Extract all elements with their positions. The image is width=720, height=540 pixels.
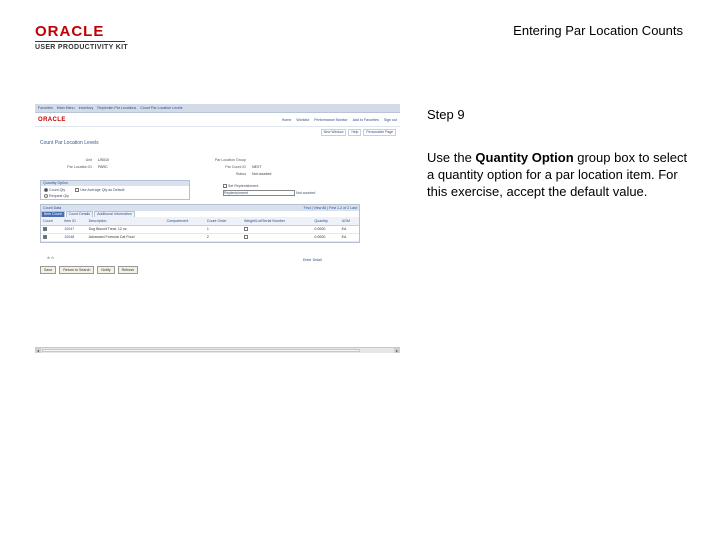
col-quantity: Quantity	[312, 217, 339, 225]
header-fields	[40, 156, 380, 177]
par-location-value: PARC	[98, 164, 108, 169]
col-description: Description	[87, 217, 165, 225]
par-group-label: Par Location Group	[214, 157, 246, 162]
request-qty-radio[interactable]	[44, 194, 48, 198]
par-count-value: NEXT	[252, 164, 262, 169]
request-qty-label: Request Qty	[49, 194, 69, 199]
refresh-button[interactable]: Refresh	[118, 266, 139, 274]
help-link[interactable]: Help	[348, 129, 361, 136]
step-instructions	[427, 149, 692, 200]
link-performance[interactable]: Performance Monitor	[314, 117, 348, 122]
replenish-status: Not counted	[296, 191, 316, 195]
status-label: Status	[235, 171, 246, 176]
page-buttons	[40, 266, 138, 274]
row2-item-id[interactable]: 10048	[62, 233, 86, 241]
add-row-icon[interactable]: ⊕	[47, 256, 51, 260]
set-replenishment-checkbox[interactable]	[223, 184, 227, 188]
par-count-label: Par Count ID	[225, 164, 246, 169]
replenishment-select[interactable]	[223, 190, 295, 196]
request-qty-option[interactable]	[44, 194, 69, 198]
count-qty-label: Count Qty	[49, 188, 66, 192]
row1-item-id[interactable]: 10047	[62, 225, 86, 233]
return-to-search-button[interactable]: Return to Search	[59, 266, 94, 274]
col-uom: UOM	[340, 217, 359, 225]
unit-value: US010	[98, 157, 109, 162]
count-qty-option[interactable]	[44, 188, 65, 192]
row1-order: 1	[205, 225, 242, 233]
notify-button[interactable]: Notify	[97, 266, 114, 274]
scroll-left-icon[interactable]: ◂	[36, 348, 39, 353]
page-utility-links	[35, 127, 400, 137]
step-text-pre: Use the	[427, 150, 476, 165]
row1-uom: EA	[340, 225, 359, 233]
nav-replenish[interactable]: Replenish Par Locations	[97, 106, 137, 110]
app-screenshot	[35, 104, 400, 353]
logo-subtitle: USER PRODUCTIVITY KIT	[35, 41, 125, 51]
status-value: Not counted	[252, 171, 272, 176]
document-title: Entering Par Location Counts	[513, 23, 683, 38]
replenishment-select-value: Replenishment	[224, 191, 248, 196]
col-count: Count	[41, 217, 62, 225]
link-home[interactable]: Home	[281, 117, 292, 122]
col-weight-lot: Weight/Lot/Serial Number	[242, 217, 312, 225]
row1-description: Dog Biscuit Treat, 12 oz	[87, 225, 165, 233]
app-page-title: Count Par Location Levels	[40, 140, 99, 146]
new-window-link[interactable]: New Window	[321, 129, 347, 136]
row2-lot-checkbox[interactable]	[244, 235, 248, 239]
app-brand-bar	[35, 113, 400, 127]
table-row	[41, 225, 359, 233]
step-text-bold: Quantity Option	[475, 150, 574, 165]
par-location-label: Par Location ID	[67, 164, 92, 169]
app-top-nav	[35, 104, 400, 113]
col-item-id: Item ID	[62, 217, 86, 225]
count-table	[41, 217, 359, 242]
count-data-grid	[40, 204, 360, 243]
scroll-thumb[interactable]	[42, 349, 360, 352]
step-text-post: group box to select a quantity option for a par location item. For this exercise, accept the default value.	[427, 150, 688, 199]
row1-count-checkbox[interactable]	[43, 227, 47, 231]
set-replenishment-label: Set Replenishment	[228, 184, 259, 188]
step-title: Step 9	[427, 107, 465, 122]
enter-detail-link[interactable]: Enter Detail	[303, 258, 322, 262]
nav-count-par[interactable]: Count Par Location Levels	[140, 106, 183, 110]
row1-lot-checkbox[interactable]	[244, 227, 248, 231]
replenishment-controls	[223, 184, 373, 196]
quantity-option-groupbox	[40, 180, 190, 200]
use-average-option[interactable]	[75, 188, 124, 192]
row2-qty[interactable]: 0.0000	[312, 233, 339, 241]
use-average-checkbox[interactable]	[75, 188, 79, 192]
tab-additional-info[interactable]: Additional Information	[94, 211, 135, 217]
col-count-order: Count Order	[205, 217, 242, 225]
row2-uom: EA	[340, 233, 359, 241]
nav-inventory[interactable]: Inventory	[78, 106, 94, 110]
link-add-favorites[interactable]: Add to Favorites	[352, 117, 379, 122]
row1-qty[interactable]: 0.0000	[312, 225, 339, 233]
horizontal-scrollbar[interactable]	[35, 347, 400, 353]
delete-row-icon[interactable]: ⊖	[51, 256, 55, 260]
link-sign-out[interactable]: Sign out	[383, 117, 397, 122]
row2-count-checkbox[interactable]	[43, 235, 47, 239]
nav-favorites[interactable]: Favorites	[38, 106, 53, 110]
save-button[interactable]: Save	[40, 266, 56, 274]
tab-count-details[interactable]: Count Details	[66, 211, 94, 217]
col-compartment: Compartment	[165, 217, 205, 225]
unit-label: Unit	[85, 157, 92, 162]
scroll-right-icon[interactable]: ▸	[395, 348, 398, 353]
table-row	[41, 233, 359, 241]
quantity-option-caption: Quantity Option	[41, 181, 189, 186]
logo-oracle-text: ORACLE	[35, 23, 105, 40]
count-qty-radio[interactable]	[44, 188, 48, 192]
grid-caption: Count Data	[43, 206, 62, 210]
nav-main-menu[interactable]: Main Menu	[56, 106, 75, 110]
row2-description: Advanced Formula Cat Food	[87, 233, 165, 241]
grid-navigation[interactable]: Find | View All | First 1-2 of 2 Last	[303, 206, 357, 210]
row2-compartment	[165, 233, 205, 241]
app-brand: ORACLE	[38, 116, 66, 123]
row1-compartment	[165, 225, 205, 233]
table-header-row	[41, 217, 359, 225]
oracle-upk-logo	[35, 23, 128, 51]
tab-item-count[interactable]: Item Count	[41, 211, 65, 217]
link-worklist[interactable]: Worklist	[296, 117, 310, 122]
grid-icons	[47, 256, 54, 260]
personalize-link[interactable]: Personalize Page	[363, 129, 396, 136]
row2-order: 2	[205, 233, 242, 241]
use-average-label: Use Average Qty as Default	[80, 188, 125, 192]
app-header-links	[282, 118, 397, 122]
